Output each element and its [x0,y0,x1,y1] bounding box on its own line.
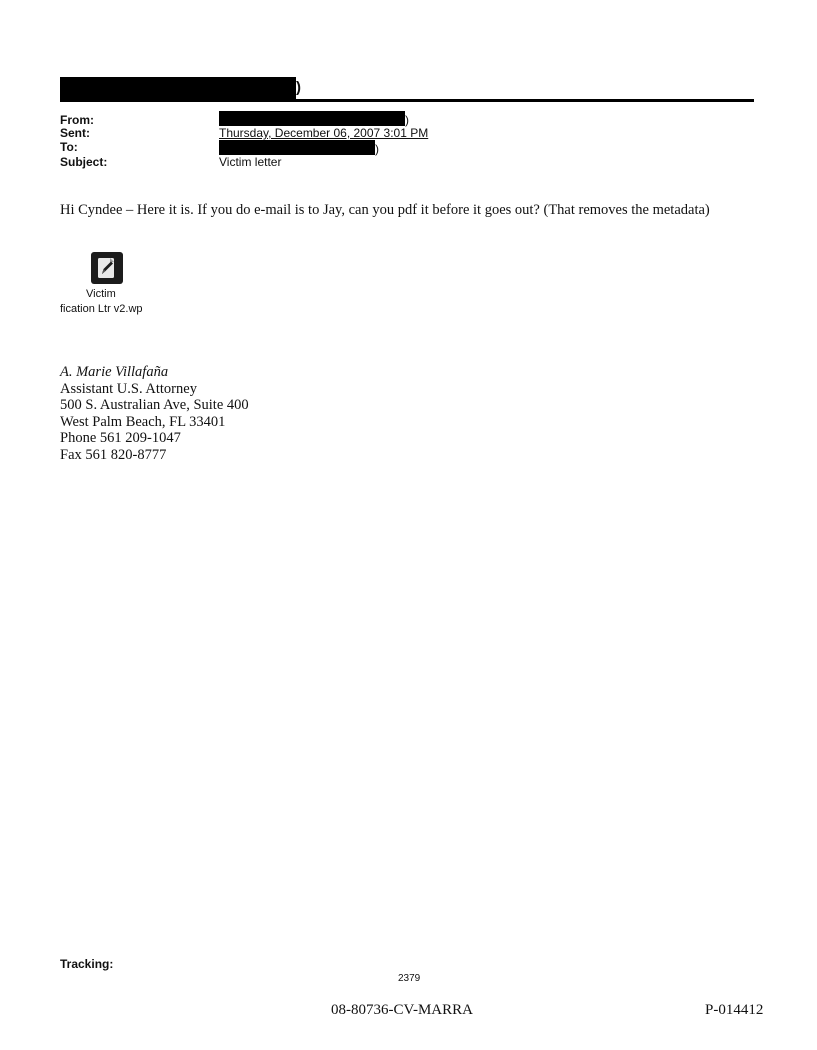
subject-label: Subject: [60,155,108,169]
heading-paren: ) [296,79,301,96]
redacted-to-address [219,140,375,155]
signature-phone: Phone 561 209-1047 [60,430,181,446]
redacted-from-address [219,111,405,126]
attachment-name-line1[interactable]: Victim [86,288,116,300]
to-label: To: [60,140,78,154]
signature-address-line1: 500 S. Australian Ave, Suite 400 [60,397,249,413]
signature-address-line2: West Palm Beach, FL 33401 [60,413,226,430]
to-suffix: ) [375,142,379,156]
tracking-label: Tracking: [60,957,114,971]
signature-block [60,364,249,463]
from-label: From: [60,113,94,127]
heading-rule [60,99,754,102]
from-suffix: ) [405,113,409,127]
subject-value: Victim letter [219,155,282,169]
attachment-name-line2[interactable]: fication Ltr v2.wp [60,303,143,315]
bates-number: P-014412 [705,1002,764,1018]
redacted-heading-name [60,77,296,100]
signature-title: Assistant U.S. Attorney [60,380,197,397]
case-number: 08-80736-CV-MARRA [331,1002,473,1018]
sent-label: Sent: [60,126,90,140]
sent-value: Thursday, December 06, 2007 3:01 PM [219,126,429,140]
document-pen-icon[interactable] [91,252,123,284]
signature-name: A. Marie Villafaña [60,364,169,380]
signature-fax: Fax 561 820-8777 [60,446,167,463]
message-body: Hi Cyndee – Here it is. If you do e-mail is to Jay, can you pdf it before it goes out? (That removes the metadata) [60,202,710,218]
page-number: 2379 [398,973,421,984]
